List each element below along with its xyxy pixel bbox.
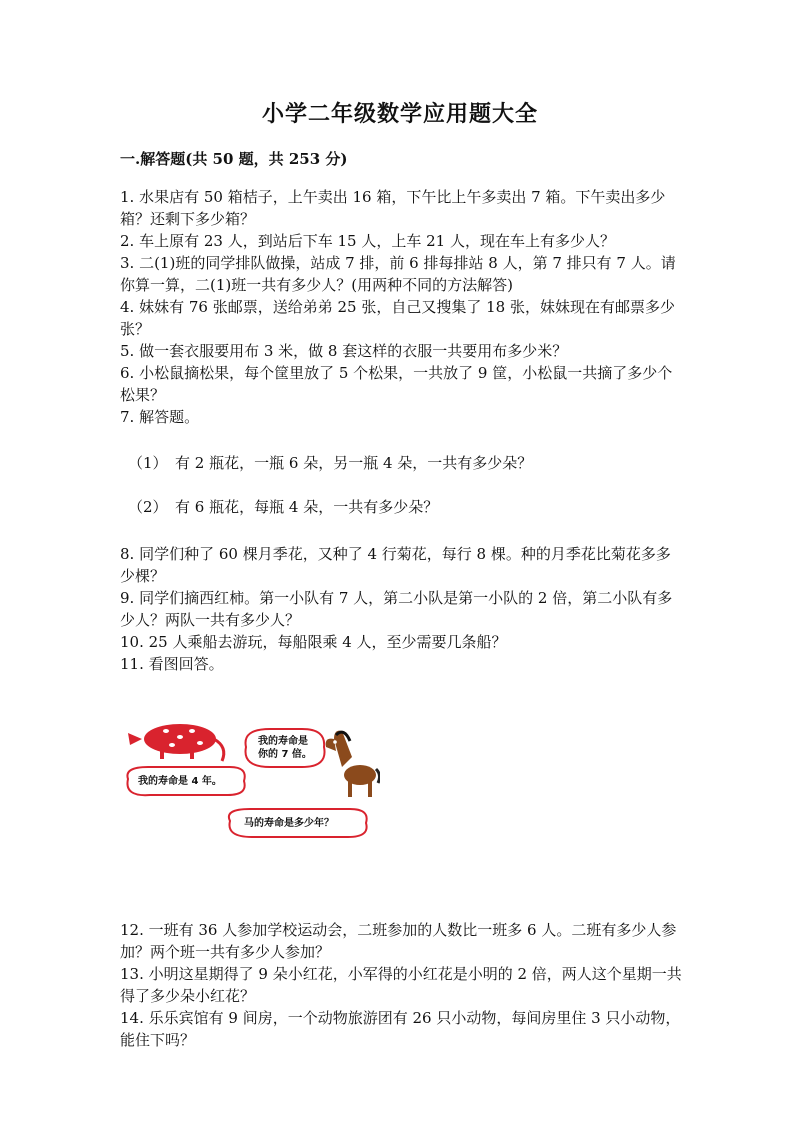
- question-8: 8. 同学们种了 60 棵月季花，又种了 4 行菊花，每行 8 棵。种的月季花比菊花多多少棵？: [120, 545, 671, 585]
- question-13: 13. 小明这星期得了 9 朵小红花，小军得的小红花是小明的 2 倍，两人这个星期一共得了多少朵小红花？: [120, 965, 682, 1005]
- question-list: [120, 186, 682, 1051]
- question-4: 4. 妹妹有 76 张邮票，送给弟弟 25 张，自己又搜集了 18 张，妹妹现在有邮票多少张？: [120, 298, 675, 338]
- horse-bubble-text-line-2: 你的 7 倍。: [258, 749, 312, 760]
- question-6: 6. 小松鼠摘松果，每个筐里放了 5 个松果，一共放了 9 筐，小松鼠一共摘了多少个松果？: [120, 364, 673, 404]
- mouse-icon: [128, 724, 224, 761]
- question-11: 11. 看图回答。: [120, 655, 224, 673]
- mouse-bubble-text: 我的寿命是 4 年。: [138, 776, 222, 787]
- horse-icon: [326, 731, 380, 797]
- question-3: 3. 二(1)班的同学排队做操，站成 7 排，前 6 排每排站 8 人，第 7 排只有 7 人。请你算一算，二(1)班一共有多少人？(用两种不同的方法解答): [120, 254, 676, 294]
- question-14: 14. 乐乐宾馆有 9 间房，一个动物旅游团有 26 只小动物，每间房里住 3 只小动物，能住下吗？: [120, 1009, 681, 1049]
- horse-bubble-text-line-1: 我的寿命是: [258, 736, 308, 747]
- question-7: 7. 解答题。: [120, 408, 200, 426]
- question-5: 5. 做一套衣服要用布 3 米，做 8 套这样的衣服一共要用布多少米？: [120, 342, 568, 360]
- section-heading: 一.解答题(共 50 题，共 253 分): [120, 150, 348, 168]
- page-title: 小学二年级数学应用题大全: [261, 101, 538, 127]
- question-2: 2. 车上原有 23 人，到站后下车 15 人，上车 21 人，现在车上有多少人？: [120, 232, 615, 250]
- question-10: 10. 25 人乘船去游玩，每船限乘 4 人，至少需要几条船？: [120, 633, 507, 651]
- question-bubble-text: 马的寿命是多少年？: [244, 818, 334, 829]
- question-7-part-1: （1） 有 2 瓶花，一瓶 6 朵，另一瓶 4 朵，一共有多少朵？: [128, 454, 533, 472]
- question-7-part-2: （2） 有 6 瓶花，每瓶 4 朵，一共有多少朵？: [128, 498, 439, 516]
- question-9: 9. 同学们摘西红柿。第一小队有 7 人，第二小队是第一小队的 2 倍，第二小队有多少人？两队一共有多少人？: [120, 589, 673, 629]
- question-1: 1. 水果店有 50 箱桔子，上午卖出 16 箱，下午比上午多卖出 7 箱。下午卖出多少箱？还剩下多少箱？: [120, 188, 666, 228]
- question-11-figure: [120, 717, 380, 847]
- question-12: 12. 一班有 36 人参加学校运动会，二班参加的人数比一班多 6 人。二班有多少人参加？两个班一共有多少人参加？: [120, 921, 677, 961]
